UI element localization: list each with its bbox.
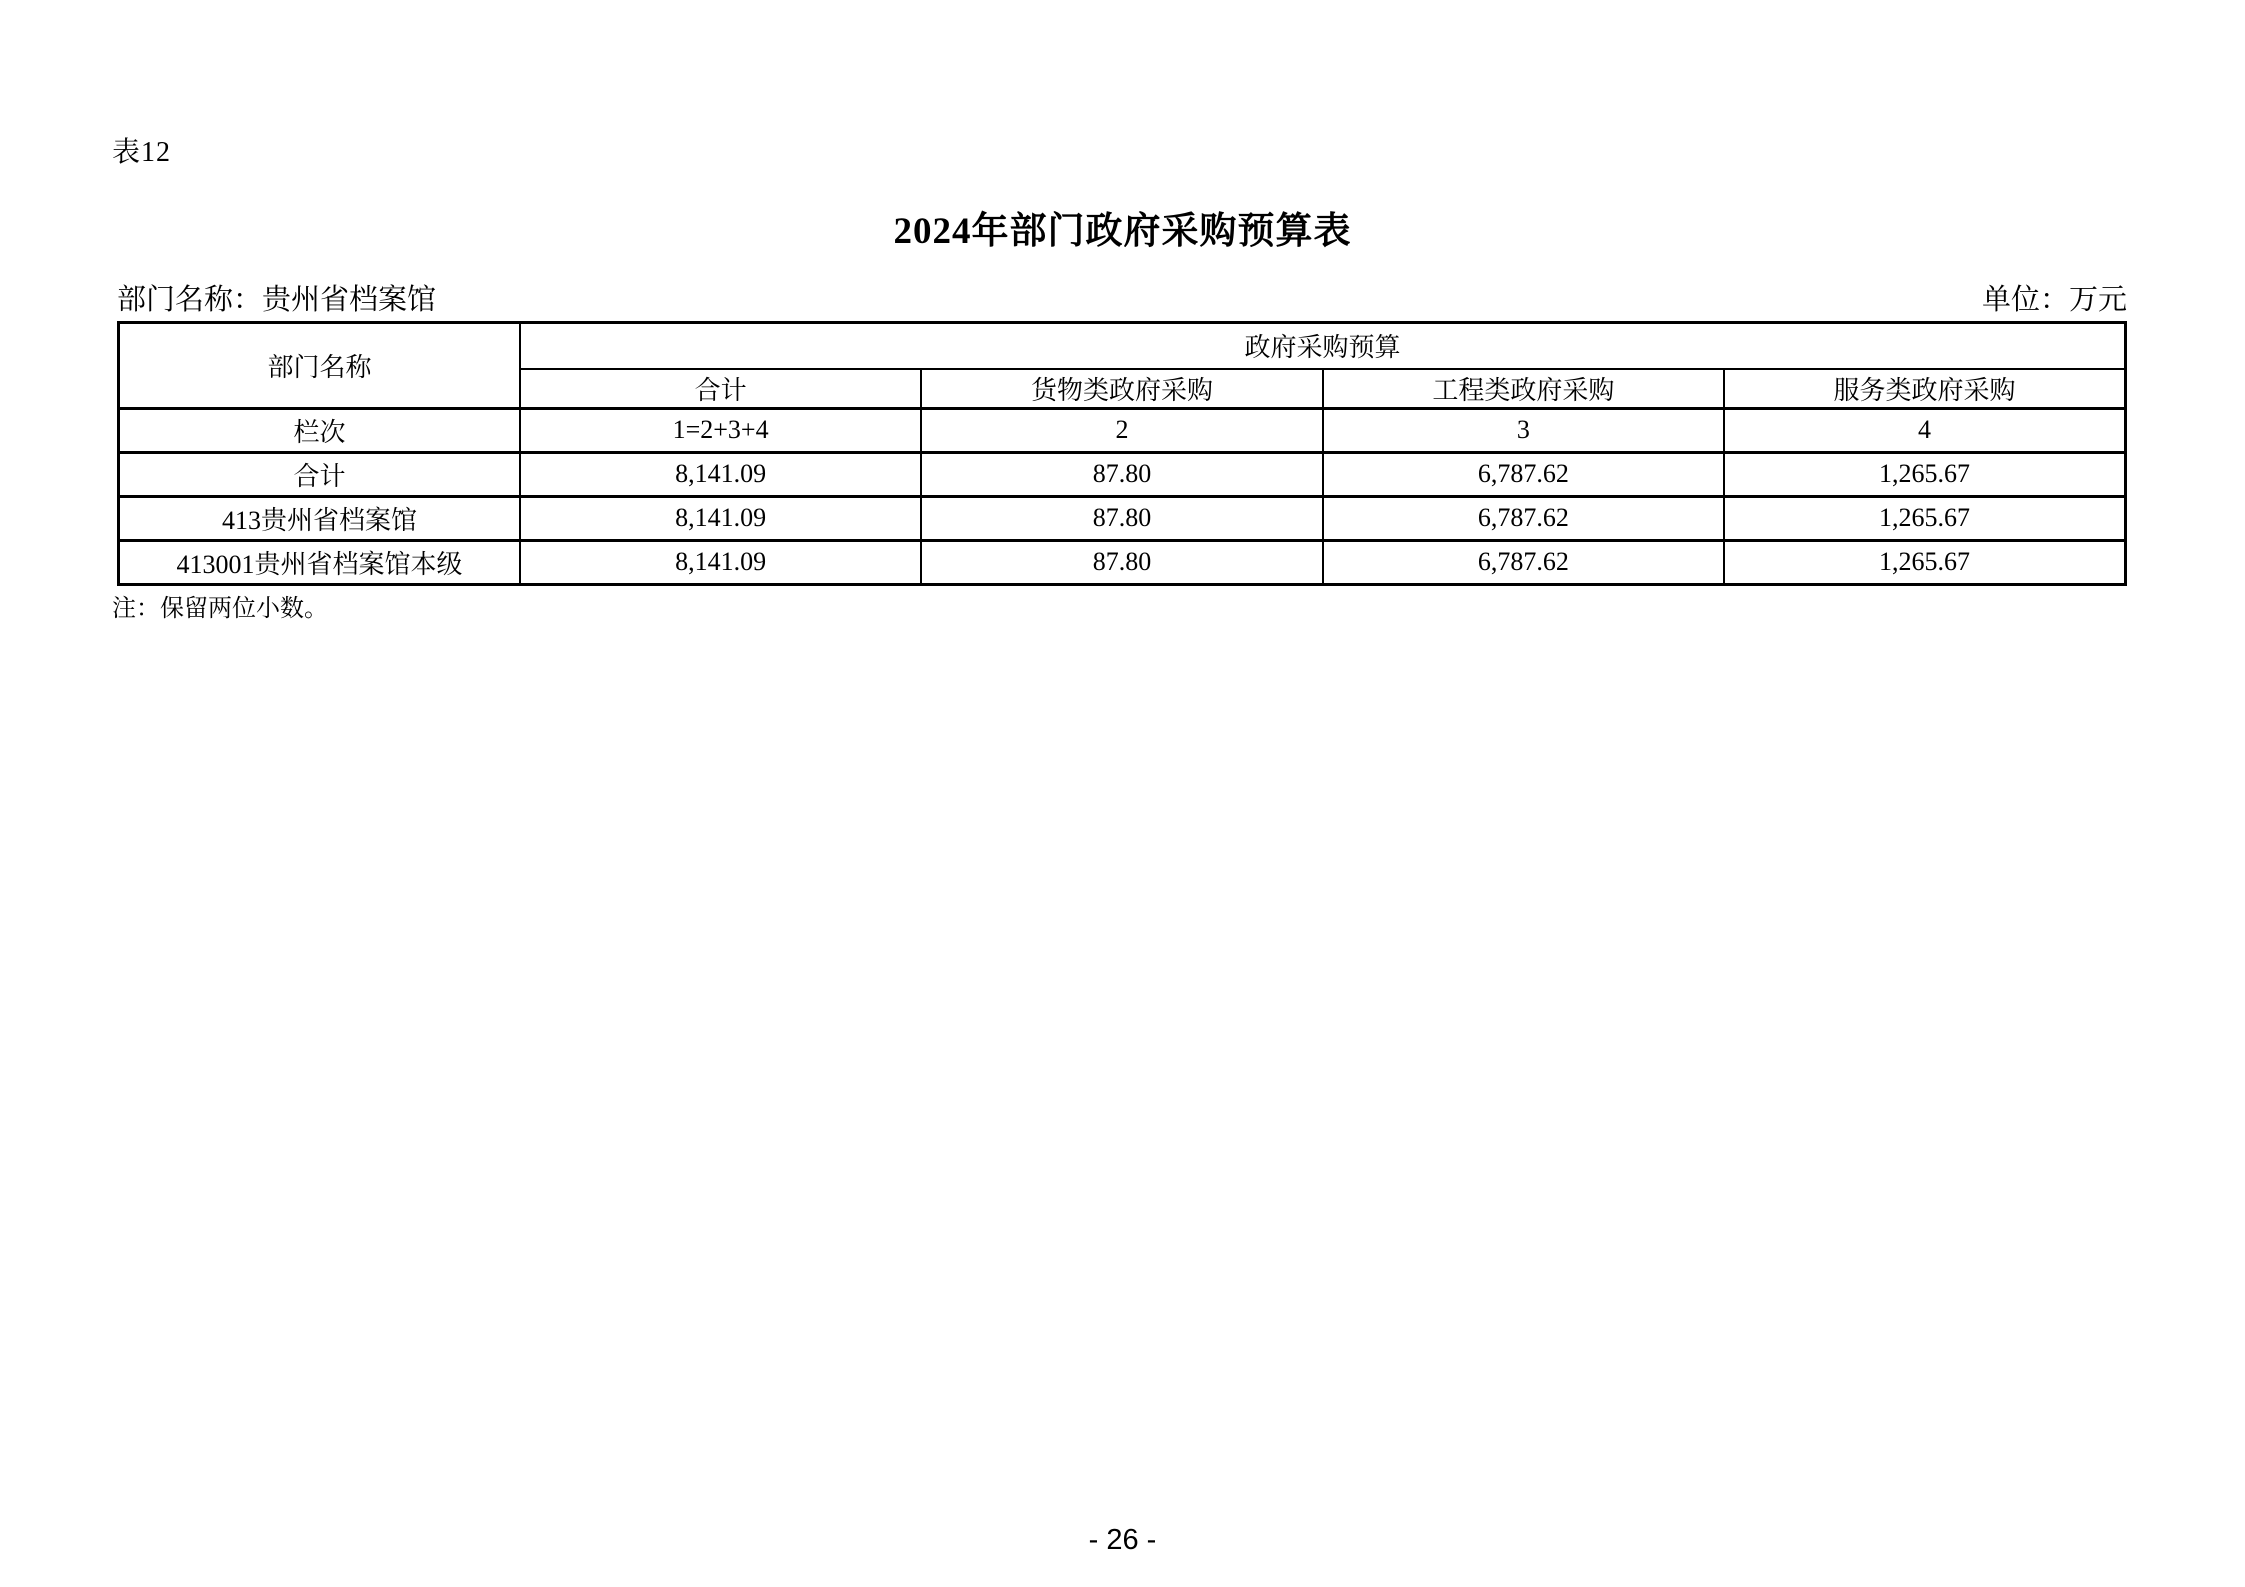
table-header-row-group xyxy=(119,323,2126,369)
table-row-department xyxy=(119,496,2126,540)
cell-value: 8,141.09 xyxy=(520,496,921,540)
procurement-budget-table xyxy=(117,321,2127,586)
header-cell-total: 合计 xyxy=(520,369,921,409)
table-number-label: 表12 xyxy=(112,137,172,168)
cell-value: 1,265.67 xyxy=(1724,540,2125,584)
row-label: 413001贵州省档案馆本级 xyxy=(119,540,520,584)
page-number: - 26 - xyxy=(1088,1524,1157,1556)
footnote: 注：保留两位小数。 xyxy=(112,596,328,622)
cell-value: 8,141.09 xyxy=(520,540,921,584)
header-cell-services: 服务类政府采购 xyxy=(1724,369,2125,409)
index-cell-1: 1=2+3+4 xyxy=(520,408,921,452)
cell-value: 6,787.62 xyxy=(1323,496,1724,540)
cell-value: 1,265.67 xyxy=(1724,496,2125,540)
cell-value: 1,265.67 xyxy=(1724,452,2125,496)
table-meta-row xyxy=(117,277,2127,318)
header-cell-department: 部门名称 xyxy=(119,323,520,409)
row-label: 413贵州省档案馆 xyxy=(119,496,520,540)
table-row-department-main xyxy=(119,540,2126,584)
cell-value: 87.80 xyxy=(921,540,1322,584)
department-name-label: 部门名称：贵州省档案馆 xyxy=(117,284,437,316)
cell-value: 87.80 xyxy=(921,452,1322,496)
header-cell-goods: 货物类政府采购 xyxy=(921,369,1322,409)
header-cell-procurement-budget: 政府采购预算 xyxy=(520,323,2126,369)
unit-label: 单位：万元 xyxy=(1981,284,2127,316)
row-label: 合计 xyxy=(119,452,520,496)
cell-value: 8,141.09 xyxy=(520,452,921,496)
header-cell-engineering: 工程类政府采购 xyxy=(1323,369,1724,409)
index-cell-2: 2 xyxy=(921,408,1322,452)
index-cell-label: 栏次 xyxy=(119,408,520,452)
cell-value: 6,787.62 xyxy=(1323,452,1724,496)
page-title: 2024年部门政府采购预算表 xyxy=(893,211,1352,252)
table-row-total xyxy=(119,452,2126,496)
index-cell-4: 4 xyxy=(1724,408,2125,452)
table-index-row xyxy=(119,408,2126,452)
index-cell-3: 3 xyxy=(1323,408,1724,452)
cell-value: 87.80 xyxy=(921,496,1322,540)
cell-value: 6,787.62 xyxy=(1323,540,1724,584)
